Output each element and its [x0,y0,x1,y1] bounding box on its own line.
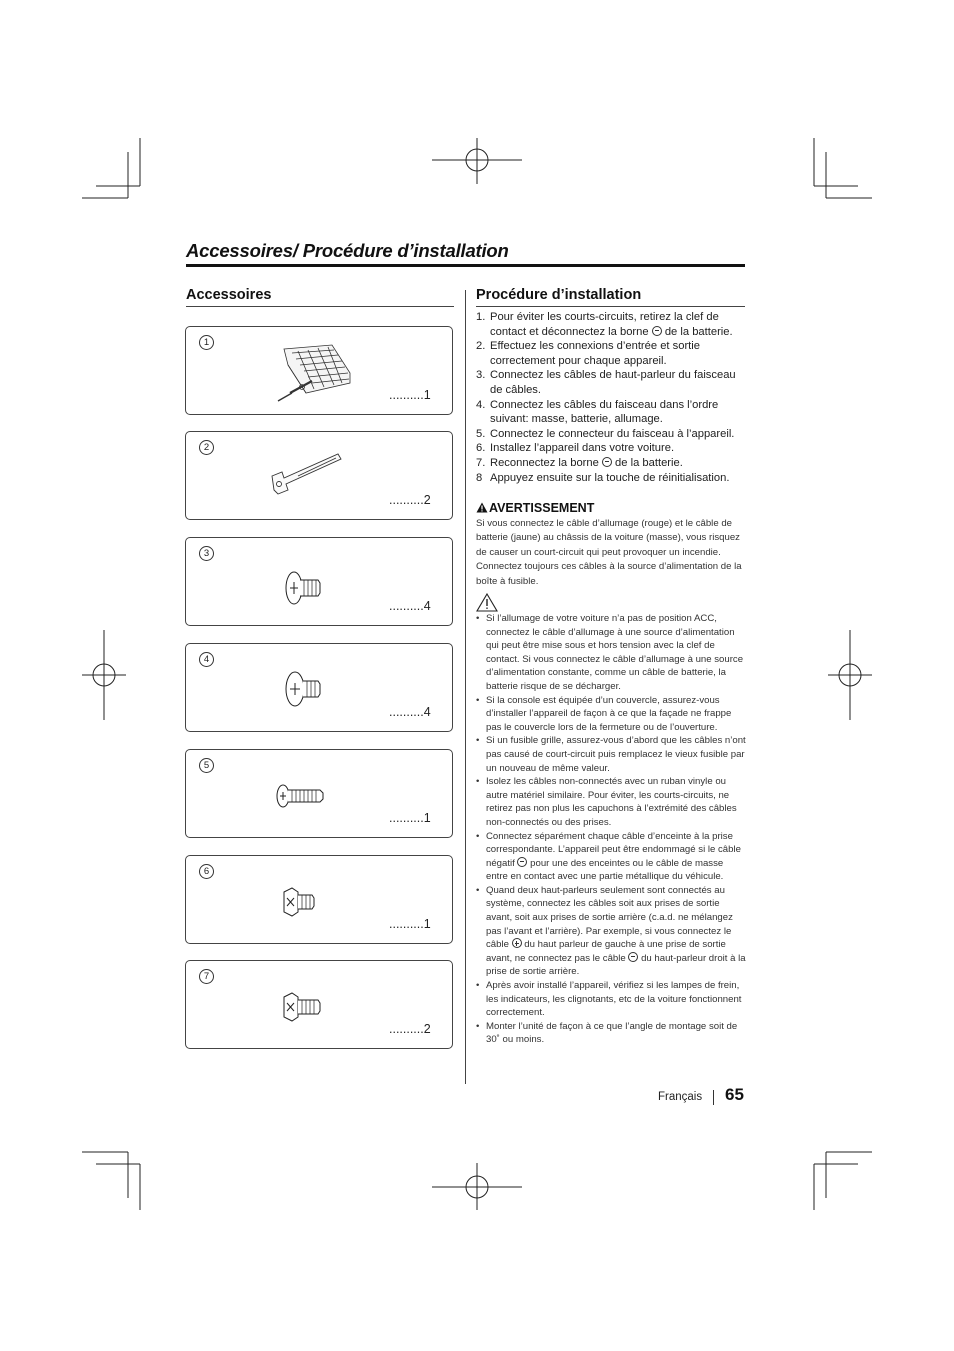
installation-heading: Procédure d’installation [476,287,642,303]
item-number: 5 [199,758,214,773]
minus-terminal-icon [602,457,612,467]
list-item: 6. Installez l’appareil dans votre voiture. [476,442,675,455]
accessories-heading: Accessoires [186,287,272,303]
item-number: 4 [199,652,214,667]
wiring-harness-icon [272,343,356,403]
column-divider [465,290,466,1084]
accessory-item [185,749,453,838]
caution-icon [476,593,498,612]
title-rule [186,264,745,267]
list-item: • Quand deux haut-parleurs seulement sont connectés au système, connectez les câbles soit aux prises de sortie avant, soit aux prises de sortie arrière (c.a.d. ne mélangez pas l’avant et l’arrière). Par exemple, si vous connectez le câble du haut parleur de gauche à une prise de sortie avant, ne connectez pas le câble du haut-parleur droit à la prise de sortie arrière. [476,884,746,978]
item-number: 3 [199,546,214,561]
minus-terminal-icon [628,952,638,962]
list-item: • Isolez les câbles non-connectés avec un ruban vinyle ou autre matériel similaire. Pour éviter, les courts-circuits, ne retirez pas non plus les capuchons à l’extrémité des câbles non-connectés ou des prises. [476,776,737,828]
round-head-screw-icon [284,670,324,708]
list-item: • Si l’allumage de votre voiture n’a pas de position ACC, connectez le câble d’allumage à une source d’alimentation qui peut être mise sous et hors tension avec la clef de contact. Si vous connectez le câble d’allumage à une source d’alimentation constante, comme un câble de batterie, la batterie risque de se décharger. [476,613,744,692]
removal-key-icon [268,450,344,496]
installation-rule [476,306,745,307]
footer-language: Français [658,1091,703,1103]
item-number: 2 [199,440,214,455]
item-quantity: ..........4 [389,705,431,719]
item-number: 1 [199,335,214,350]
list-item: • Après avoir installé l’appareil, vérifiez si les lampes de frein, les indicateurs, les clignotants, etc de la voiture fonctionnent correctement. [476,980,742,1019]
flat-head-screw-icon [284,570,324,606]
item-number: 6 [199,864,214,879]
item-number: 7 [199,969,214,984]
list-item: 4. Connectez les câbles du faisceau dans l’ordre suivant: masse, batterie, allumage. [476,398,719,426]
caution-list [476,612,746,1047]
hex-screw-long-icon [280,991,324,1023]
list-item: • Monter l’unité de façon à ce que l’angle de montage soit de 30˚ ou moins. [476,1020,738,1046]
list-item: • Connectez séparément chaque câble d’enceinte à la prise correspondante. L’appareil peut être endommagé si le câble négatif pour une des enceintes ou le câble de masse entre en contact avec une partie métallique du véhicule. [476,830,741,883]
list-item: • Si la console est équipée d’un couvercle, assurez-vous d’installer l’appareil de façon à ce que la façade ne frappe pas le couvercle lors de la fermeture ou de l’ouverture. [476,694,732,733]
accessory-item [185,431,453,520]
footer-separator [713,1090,714,1105]
list-item: • Si un fusible grille, assurez-vous d’abord que les câbles n’ont pas causé de court-circuit puis remplacez le vieux fusible par un nouveau de même valeur. [476,735,746,774]
list-item: 5. Connectez le connecteur du faisceau à l’appareil. [476,427,735,440]
accessory-item [185,643,453,732]
item-quantity: ..........2 [389,493,431,507]
item-quantity: ..........1 [389,388,431,402]
accessory-item [185,537,453,626]
plus-terminal-icon [512,938,522,948]
minus-terminal-icon [517,857,527,867]
warning-text: Si vous connectez le câble d’allumage (rouge) et le câble de batterie (jaune) au châssis de la voiture (masse), vous risquez de causer un court-circuit qui peut provoquer un incendie. Connectez toujours ces câbles à la source d’alimentation de la boîte à fusible. [476,518,742,587]
accessory-item [185,326,453,415]
hex-screw-icon [280,886,318,918]
accessory-item [185,960,453,1049]
installation-steps [476,310,746,485]
item-quantity: ..........1 [389,811,431,825]
item-quantity: ..........1 [389,917,431,931]
list-item: 8 Appuyez ensuite sur la touche de réinitialisation. [476,471,730,484]
item-quantity: ..........2 [389,1022,431,1036]
long-screw-icon [274,782,326,810]
list-item: 7. Reconnectez la borne de la batterie. [476,456,683,469]
list-item: 3. Connectez les câbles de haut-parleur du faisceau de câbles. [476,369,736,396]
accessory-item [185,855,453,944]
accessories-rule [186,306,454,307]
list-item: 1. Pour éviter les courts-circuits, retirez la clef de contact et déconnectez la borne de la batterie. [476,311,733,338]
item-quantity: ..........4 [389,599,431,613]
warning-title: AVERTISSEMENT [476,501,594,515]
list-item: 2. Effectuez les connexions d’entrée et sortie correctement pour chaque appareil. [476,340,700,367]
page-number: 65 [725,1085,744,1104]
minus-terminal-icon [652,326,662,336]
warning-icon [476,502,488,513]
page-title: Accessoires/ Procédure d’installation [186,240,509,261]
